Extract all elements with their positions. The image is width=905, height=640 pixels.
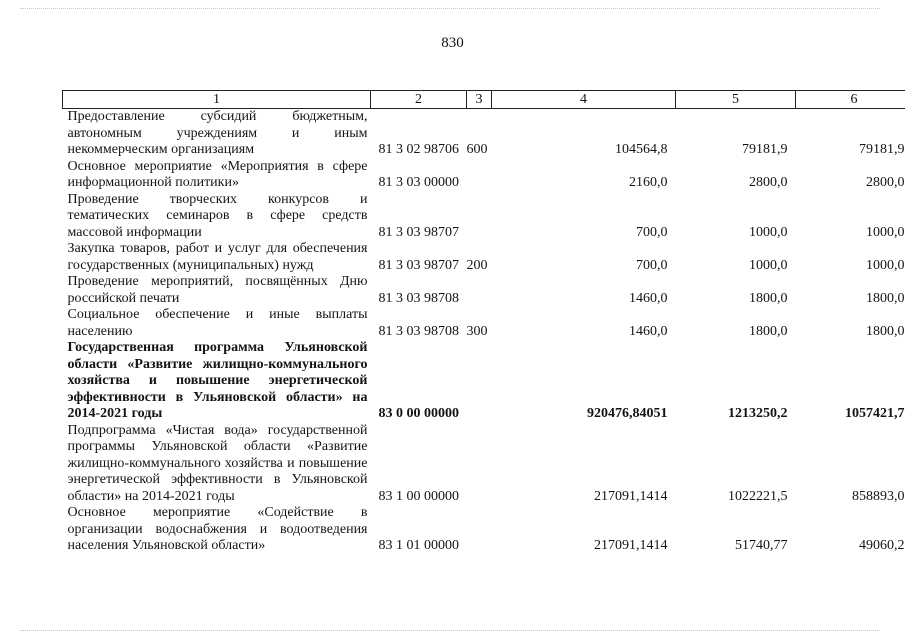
table-row (63, 423, 905, 506)
row-value-col6-cell: 2800,0 (866, 175, 905, 190)
row-value-col6-cell: 1800,0 (866, 290, 905, 306)
row-value-col4-cell: 2160,0 (629, 175, 668, 190)
row-value-col6-cell: 1000,0 (866, 257, 905, 273)
row-value-col6-cell: 858893,0 (852, 488, 905, 504)
page-number: 830 (441, 35, 464, 51)
row-value-col4-cell: 1460,0 (629, 323, 668, 339)
row-value-col6-cell: 1800,0 (866, 323, 905, 339)
row-name-cell: Проведение творческих конкурсов и тематических семинаров в сфере средств массовой информации (67, 191, 368, 240)
row-value-col5-cell: 1800,0 (749, 290, 788, 306)
row-value-col5-cell: 1000,0 (749, 257, 788, 273)
row-value-col5-cell: 1000,0 (749, 224, 788, 240)
row-type-cell (467, 423, 492, 506)
header-col-6: 6 (796, 91, 905, 109)
header-row (63, 91, 905, 109)
row-value-col4-cell: 700,0 (636, 257, 668, 273)
row-code-cell: 81 3 02 98706 (378, 142, 459, 157)
row-value-col5-cell: 79181,9 (742, 142, 788, 157)
row-code-cell: 81 3 03 98707 (378, 224, 459, 240)
row-value-col6-cell: 1000,0 (866, 224, 905, 240)
row-type-cell (467, 274, 492, 307)
row-code-cell: 81 3 03 00000 (378, 175, 459, 190)
row-type-cell (467, 192, 492, 242)
row-code-cell: 83 1 01 00000 (378, 538, 459, 553)
row-type-cell: 300 (466, 323, 488, 339)
row-value-col4-cell: 700,0 (636, 224, 668, 240)
header-col-5: 5 (676, 91, 796, 109)
table-row (63, 109, 905, 159)
table-row (63, 159, 905, 192)
row-type-cell (467, 340, 492, 423)
row-value-col6-cell: 49060,2 (859, 538, 905, 553)
row-code-cell: 81 3 03 98707 (378, 257, 459, 273)
row-name-cell: Основное мероприятие «Мероприятия в сфере информационной политики» (67, 158, 368, 190)
scan-edge-bottom (20, 630, 880, 632)
header-col-3: 3 (467, 91, 492, 109)
row-value-col4-cell: 217091,1414 (594, 488, 668, 504)
row-name-cell: Закупка товаров, работ и услуг для обеспечения государственных (муниципальных) нужд (67, 241, 368, 273)
row-type-cell: 200 (466, 257, 488, 273)
budget-table-container (62, 90, 905, 555)
table-body (63, 109, 905, 555)
row-value-col4-cell: 1460,0 (629, 290, 668, 306)
table-row (63, 241, 905, 274)
row-value-col4-cell: 104564,8 (615, 142, 668, 157)
row-value-col5-cell: 1800,0 (749, 323, 788, 339)
budget-table (62, 90, 905, 555)
table-row (63, 505, 905, 555)
row-name-cell: Социальное обеспечение и иные выплаты населению (67, 307, 368, 339)
table-row (63, 192, 905, 242)
row-value-col4-cell: 920476,84051 (587, 406, 668, 421)
row-value-col5-cell: 2800,0 (749, 175, 788, 190)
row-name-cell: Предоставление субсидий бюджетным, автономным учреждениям и иным некоммерческим организациям (67, 109, 368, 157)
row-name-cell: Проведение мероприятий, посвящённых Дню российской печати (67, 274, 368, 306)
row-code-cell: 81 3 03 98708 (378, 323, 459, 339)
row-name-cell: Государственная программа Ульяновской области «Развитие жилищно-коммунального хозяйства и повышение энергетической эффективности в Ульяновской области» на 2014-2021 годы (67, 340, 368, 421)
table-row (63, 307, 905, 340)
row-type-cell (467, 159, 492, 192)
table-row (63, 340, 905, 423)
row-value-col5-cell: 1022221,5 (728, 488, 788, 504)
row-value-col5-cell: 51740,77 (735, 538, 788, 553)
table-row (63, 274, 905, 307)
row-code-cell: 83 0 00 00000 (378, 406, 459, 421)
row-type-cell: 600 (466, 142, 488, 157)
row-value-col4-cell: 217091,1414 (594, 538, 668, 553)
row-name-cell: Основное мероприятие «Содействие в организации водоснабжения и водоотведения населения Ульяновской области» (67, 505, 368, 553)
header-col-2: 2 (371, 91, 467, 109)
row-name-cell: Подпрограмма «Чистая вода» государственной программы Ульяновской области «Развитие жилищно-коммунального хозяйства и повышение энергетической эффективности в Ульяновской области» на 2014-2021 годы (67, 422, 368, 504)
row-code-cell: 81 3 03 98708 (378, 290, 459, 306)
row-value-col6-cell: 79181,9 (859, 142, 905, 157)
scan-edge-top (20, 8, 880, 10)
row-code-cell: 83 1 00 00000 (378, 488, 459, 504)
row-value-col6-cell: 1057421,7 (845, 406, 905, 421)
row-value-col5-cell: 1213250,2 (728, 406, 788, 421)
header-col-4: 4 (492, 91, 676, 109)
row-type-cell (467, 505, 492, 555)
header-col-1: 1 (63, 91, 371, 109)
